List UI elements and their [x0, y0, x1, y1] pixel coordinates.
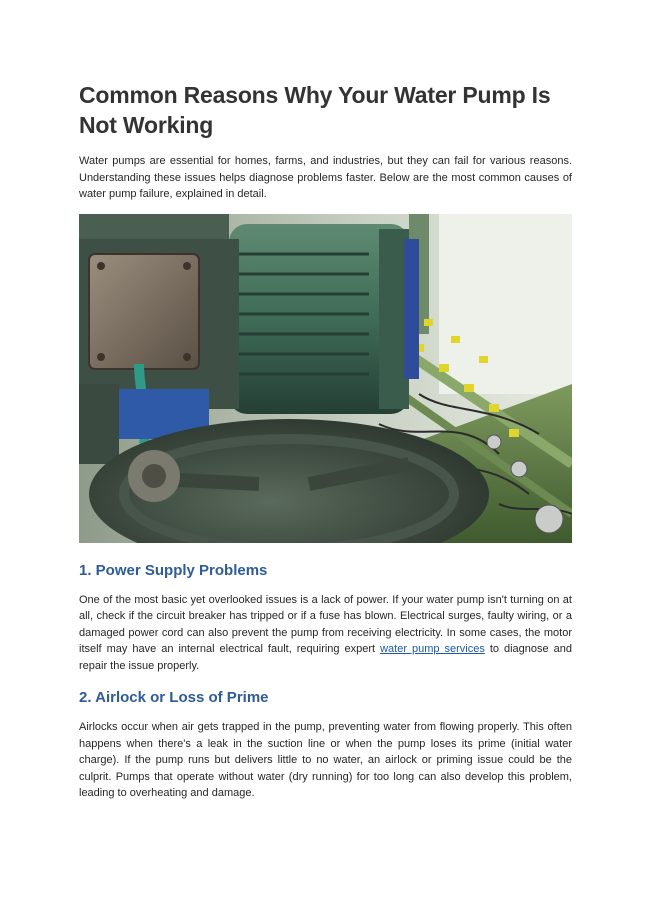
section-paragraph-power-supply — [79, 592, 572, 675]
article-title: Common Reasons Why Your Water Pump Is Not Working — [79, 82, 551, 138]
water-pump-services-link[interactable]: water pump services — [380, 643, 485, 655]
section-heading-power-supply: 1. Power Supply Problems — [79, 561, 268, 579]
section-paragraph-airlock: Airlocks occur when air gets trapped in the pump, preventing water from flowing properly. This often happens when there's a leak in the suction line or when the pump loses its prime (initial water charge). If the pump runs but delivers little to no water, an airlock or priming issue could be the culprit. Pumps that operate without water (dry running) for too long can also develop this problem, leading to overheating and damage. — [79, 721, 572, 799]
paragraph-text: One of the most basic yet overlooked issues is a lack of power. If your water pump isn't turning on at all, check if the circuit breaker has tripped or if a fuse has blown. Electrical surges, faulty wiring, or a damaged power cord can also prevent the pump from receiving electricity. In some cases, the motor itself may have an internal electrical fault, requiring expert — [79, 593, 572, 655]
paragraph-text: to diagnose and repair the issue properly. — [79, 643, 572, 672]
article — [79, 80, 572, 802]
water-pump-photo — [79, 214, 572, 543]
section-heading-airlock: 2. Airlock or Loss of Prime — [79, 689, 269, 706]
intro-paragraph: Water pumps are essential for homes, farms, and industries, but they can fail for various reasons. Understanding these issues helps diagnose problems faster. Below are the most common causes of water pump failure, explained in detail. — [79, 155, 572, 200]
